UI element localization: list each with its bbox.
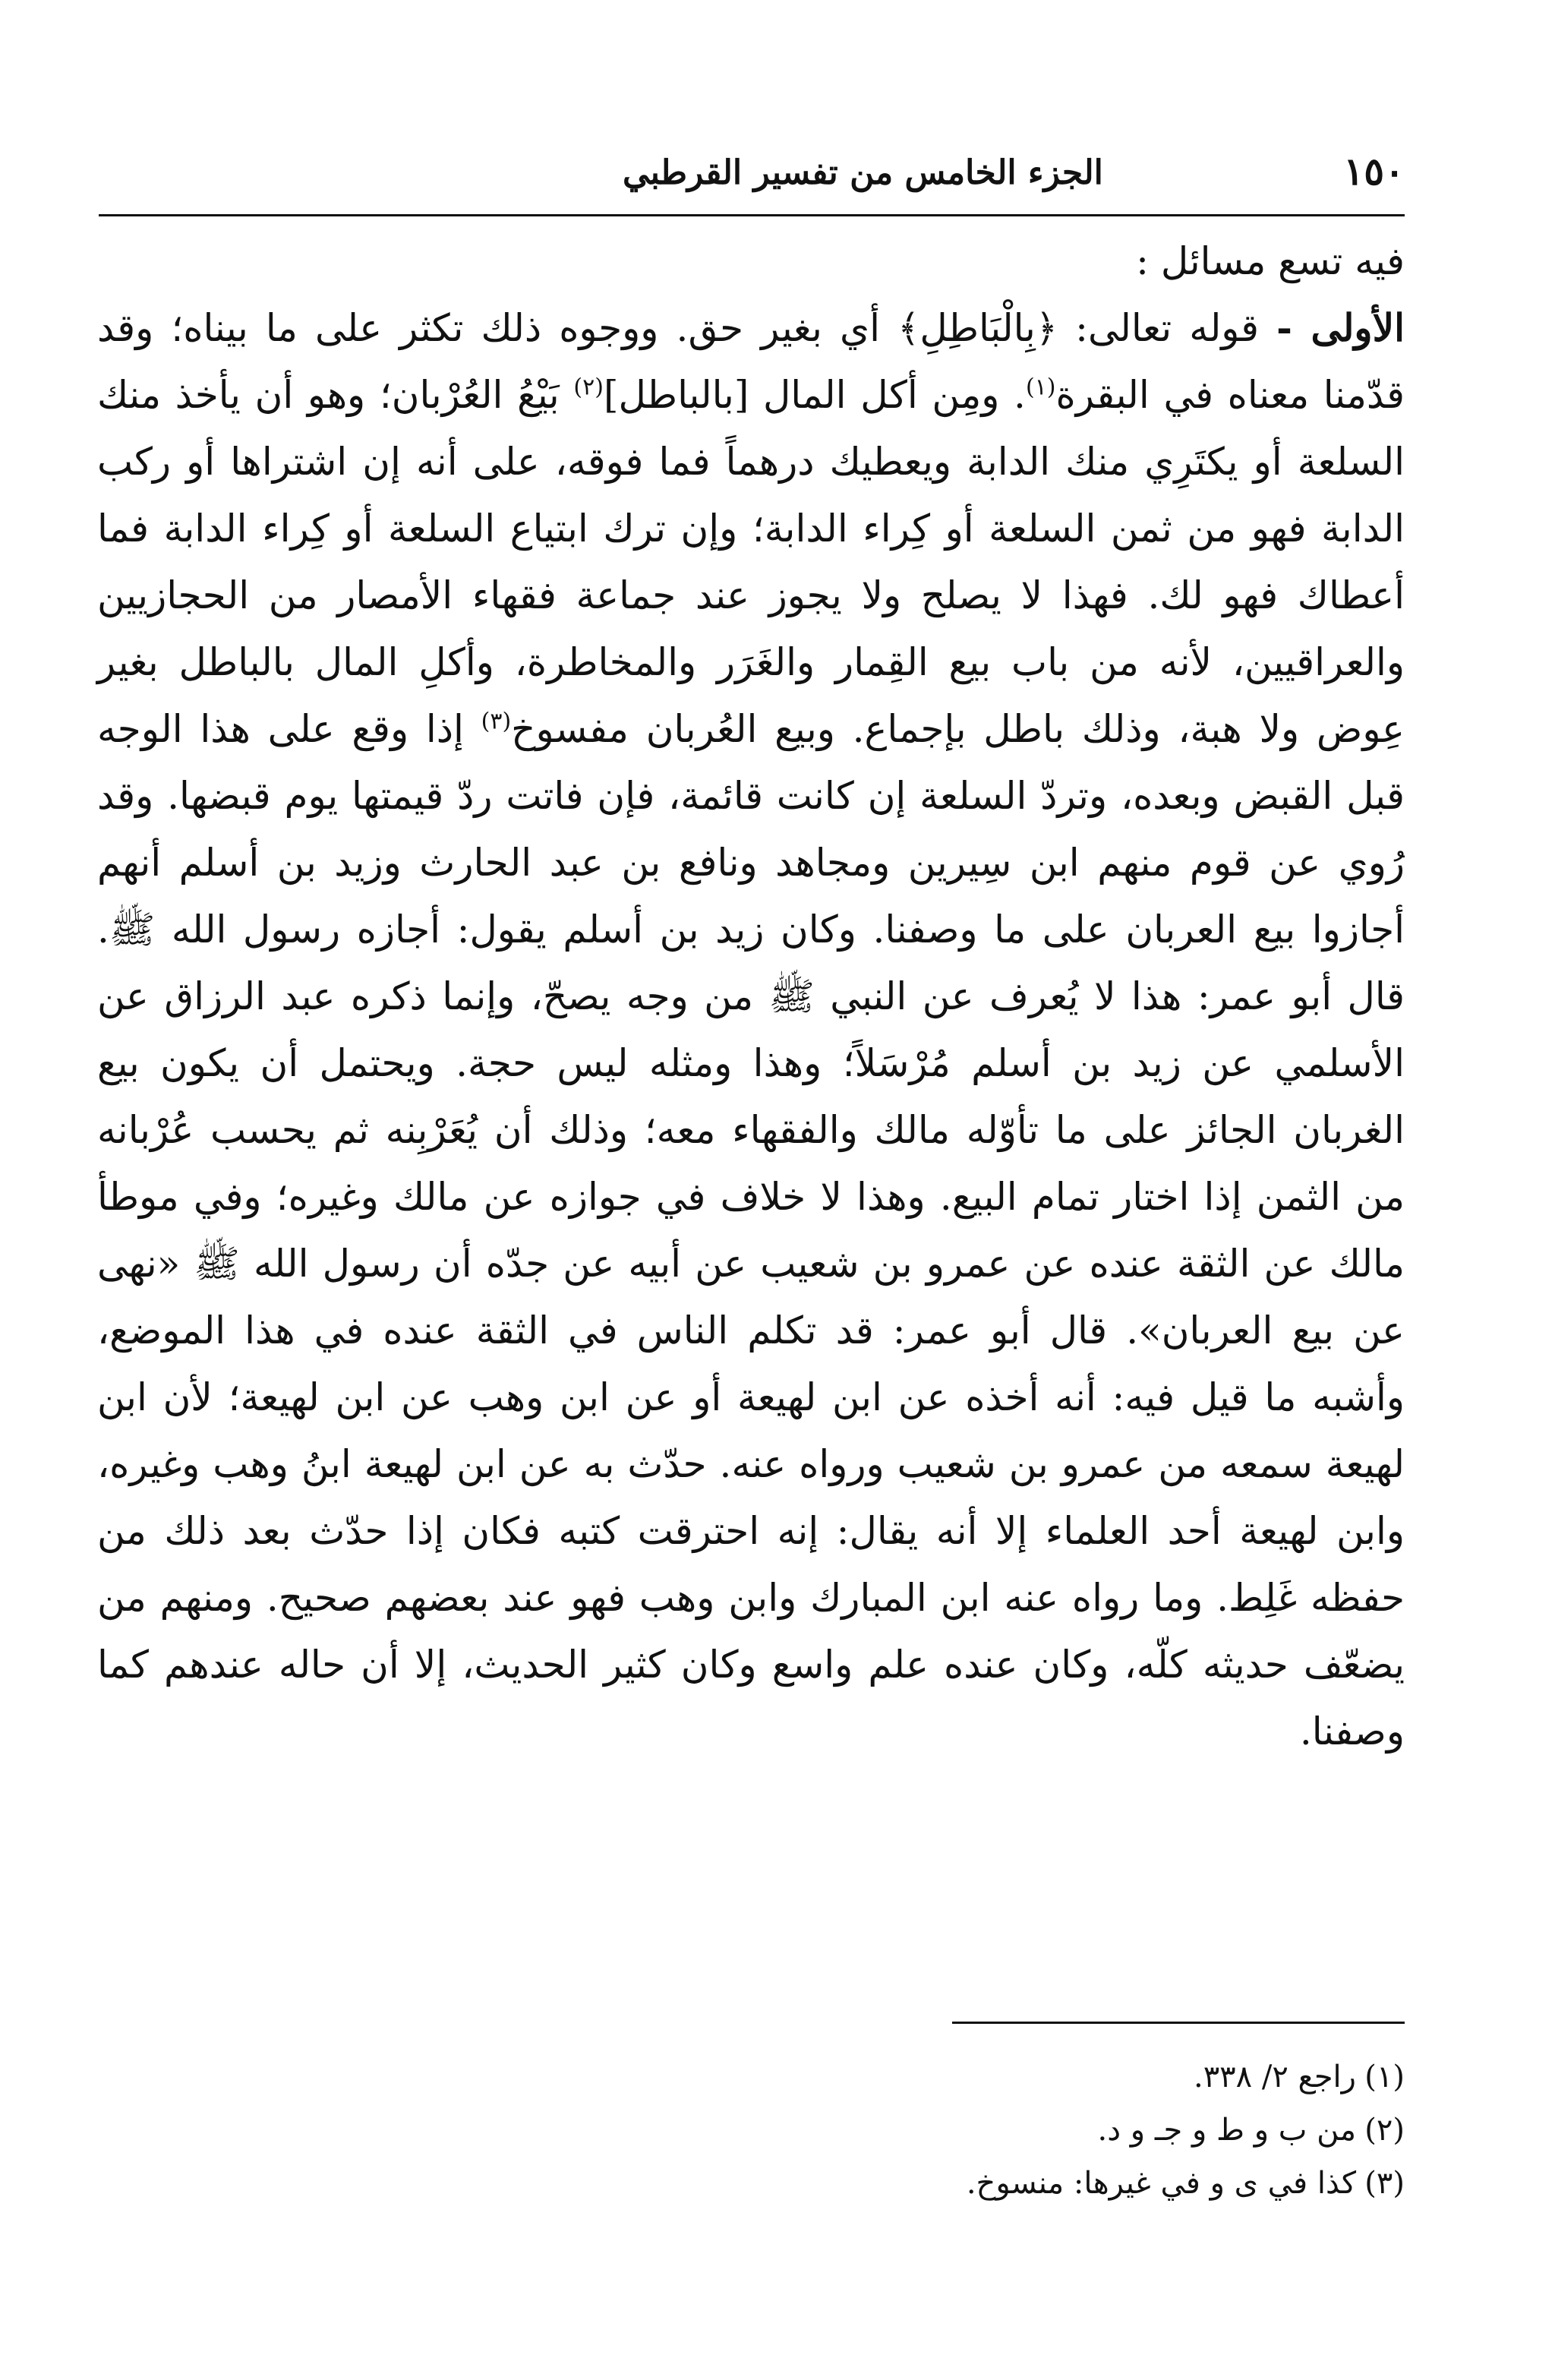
footnote-text: كذا في ى و في غيرها: منسوخ. [966, 2166, 1356, 2201]
page-number: ١٥٠ [1343, 149, 1405, 194]
footnote-number: (٢) [1364, 2113, 1405, 2148]
footnote-text: راجع ٢/ ٣٣٨. [1193, 2060, 1356, 2094]
paragraph-text-4: إذا وقع على هذا الوجه قبل القبض وبعده، وتردّ السلعة إن كانت قائمة، فإن فاتت ردّ قيمتها يوم قبضها. وقد رُوي عن قوم منهم ابن سِيرين ومجاهد ونافع بن عبد الحارث وزيد بن أسلم أنهم أجازوا بيع العربان على ما وصفنا. وكان زيد بن أسلم يقول: أجازه رسول الله ﷺ. قال أبو عمر: هذا لا يُعرف عن النبي ﷺ من وجه يصحّ، وإنما ذكره عبد الرزاق عن الأسلمي عن زيد بن أسلم مُرْسَلاً؛ وهذا ومثله ليس حجة. ويحتمل أن يكون بيع الغربان الجائز على ما تأوّله مالك والفقهاء معه؛ وذلك أن يُعَرْبِنه ثم يحسب عُرْبانه من الثمن إذا اختار تمام البيع. وهذا لا خلاف في جوازه عن مالك وغيره؛ وفي موطأ مالك عن الثقة عنده عن عمرو بن شعيب عن أبيه عن جدّه أن رسول الله ﷺ «نهى عن بيع العربان». قال أبو عمر: قد تكلم الناس في الثقة عنده في هذا الموضع، وأشبه ما قيل فيه: أنه أخذه عن ابن لهيعة أو عن ابن وهب عن ابن لهيعة؛ لأن ابن لهيعة سمعه من عمرو بن شعيب ورواه عنه. حدّث به عن ابن لهيعة ابنُ وهب وغيره، وابن لهيعة أحد العلماء إلا أنه يقال: إنه احترقت كتبه فكان إذا حدّث بعد ذلك من حفظه غَلِط. وما رواه عنه ابن المبارك وابن وهب فهو عند بعضهم صحيح. ومنهم من يضعّف حديثه كلّه، وكان عنده علم واسع وكان كثير الحديث، إلا أن حاله عندهم كما وصفنا. [97, 707, 1405, 1753]
paragraph-text-1: قوله تعالى: ﴿بِالْبَاطِلِ﴾ أي بغير حق. ووجوه ذلك تكثر على ما بيناه؛ وقد قدّمنا معناه في البقرة [97, 306, 1405, 417]
main-text [97, 228, 1405, 1765]
paragraph-text-2: . ومِن أكل المال [بالباطل] [603, 373, 1026, 417]
issue-label: الأولى - [1276, 305, 1405, 350]
footnote-ref-3[interactable]: (٣) [481, 708, 512, 735]
paragraph-text-3: بَيْعُ العُرْبان؛ وهو أن يأخذ منك السلعة أو يكتَرِي منك الدابة ويعطيك درهماً فما فوقه، على أنه إن اشتراها أو ركب الدابة فهو من ثمن السلعة أو كِراء الدابة؛ وإن ترك ابتياع السلعة أو كِراء الدابة فما أعطاك فهو لك. فهذا لا يصلح ولا يجوز عند جماعة فقهاء الأمصار من الحجازيين والعراقيين، لأنه من باب بيع القِمار والغَرَر والمخاطرة، وأكلِ المال بالباطل بغير عِوض ولا هبة، وذلك باطل بإجماع. وبيع العُربان مفسوخ [97, 373, 1405, 751]
footnote-ref-2[interactable]: (٢) [573, 374, 604, 401]
page-header [99, 149, 1405, 202]
footnote-1 [721, 2050, 1405, 2104]
header-rule [99, 214, 1405, 216]
paragraph [97, 295, 1405, 1765]
footnote-3 [721, 2157, 1405, 2210]
footnote-rule [952, 2022, 1405, 2024]
running-title: الجزء الخامس من تفسير القرطبي [623, 153, 1103, 192]
footnote-number: (٣) [1364, 2166, 1405, 2201]
footnote-ref-1[interactable]: (١) [1025, 374, 1056, 401]
footnote-text: من ب و ط و جـ و د. [1097, 2113, 1356, 2148]
footnote-number: (١) [1364, 2060, 1405, 2094]
footnote-2 [721, 2104, 1405, 2157]
intro-line: فيه تسع مسائل : [1136, 239, 1405, 283]
footnotes [721, 2050, 1405, 2210]
